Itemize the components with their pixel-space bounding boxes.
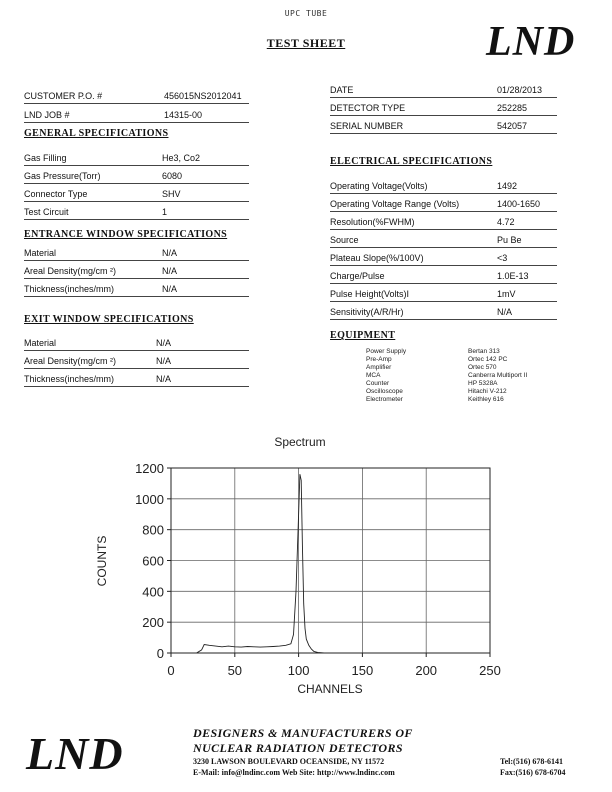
spec-row bbox=[330, 176, 557, 194]
spec-label: Charge/Pulse bbox=[330, 271, 385, 281]
chart-ticks bbox=[135, 461, 501, 678]
spec-row bbox=[24, 243, 249, 261]
spec-label: Material bbox=[24, 248, 57, 258]
footer-fax: Fax:(516) 678-6704 bbox=[500, 768, 566, 777]
y-tick-label: 1200 bbox=[135, 461, 164, 476]
spec-value: N/A bbox=[156, 338, 172, 348]
spec-row bbox=[330, 194, 557, 212]
spec-value: 1.0E-13 bbox=[497, 271, 529, 281]
equipment-model: Bertan 313 bbox=[468, 348, 500, 355]
equipment-model: Canberra Multiport II bbox=[468, 372, 528, 379]
equipment-model: Ortec 570 bbox=[468, 364, 497, 371]
x-tick-label: 250 bbox=[479, 663, 501, 678]
logo-top: LND bbox=[486, 19, 576, 65]
equipment-model: Hitachi V-212 bbox=[468, 388, 507, 395]
top-label: UPC TUBE bbox=[284, 9, 328, 18]
customer-po-row bbox=[24, 86, 249, 104]
equipment-heading: EQUIPMENT bbox=[330, 330, 396, 341]
general-spec-heading: GENERAL SPECIFICATIONS bbox=[24, 128, 169, 139]
spec-label: Thickness(inches/mm) bbox=[24, 374, 115, 384]
serial-number-value: 542057 bbox=[497, 121, 528, 131]
y-tick-label: 200 bbox=[142, 615, 164, 631]
spec-label: Test Circuit bbox=[24, 207, 69, 217]
footer-address: 3230 LAWSON BOULEVARD OCEANSIDE, NY 11572 bbox=[193, 757, 385, 766]
series-line-counts bbox=[171, 474, 490, 653]
spec-value: 4.72 bbox=[497, 217, 515, 227]
spec-value: SHV bbox=[162, 189, 181, 199]
spec-row bbox=[24, 369, 249, 387]
y-tick-label: 800 bbox=[142, 522, 164, 538]
spec-value: N/A bbox=[162, 284, 178, 294]
x-tick-label: 50 bbox=[227, 663, 243, 678]
spec-value: 1 bbox=[162, 207, 168, 217]
spec-label: Plateau Slope(%/100V) bbox=[330, 253, 424, 263]
detector-type-row bbox=[330, 98, 557, 116]
footer-line1: DESIGNERS & MANUFACTURERS OF bbox=[193, 726, 413, 740]
spec-label: Resolution(%FWHM) bbox=[330, 217, 415, 227]
spec-value: <3 bbox=[497, 253, 508, 263]
equipment-model: Ortec 142 PC bbox=[468, 356, 508, 363]
chart-grid bbox=[171, 468, 490, 653]
spec-row bbox=[24, 333, 249, 351]
spec-row bbox=[24, 279, 249, 297]
equipment-models bbox=[468, 348, 527, 404]
page-title: TEST SHEET bbox=[266, 36, 346, 50]
customer-po-label: CUSTOMER P.O. # bbox=[24, 91, 103, 101]
x-tick-label: 0 bbox=[167, 663, 175, 678]
spec-row bbox=[330, 284, 557, 302]
chart-series bbox=[171, 474, 490, 653]
spec-row bbox=[24, 202, 249, 220]
spec-label: Thickness(inches/mm) bbox=[24, 284, 115, 294]
y-tick-label: 400 bbox=[142, 584, 164, 600]
spec-value: N/A bbox=[162, 266, 178, 276]
entrance-window-heading: ENTRANCE WINDOW SPECIFICATIONS bbox=[24, 229, 228, 240]
spec-value: N/A bbox=[156, 374, 172, 384]
equipment-name: Pre-Amp bbox=[366, 356, 392, 363]
lnd-job-value: 14315-00 bbox=[164, 110, 203, 120]
spec-row bbox=[24, 184, 249, 202]
spec-row bbox=[330, 230, 557, 248]
customer-po-value: 456015NS2012041 bbox=[164, 91, 242, 101]
spec-row bbox=[24, 148, 249, 166]
equipment-name: Power Supply bbox=[366, 348, 407, 355]
spec-value: Pu Be bbox=[497, 235, 522, 245]
lnd-job-row bbox=[24, 105, 249, 123]
spec-row bbox=[330, 248, 557, 266]
spec-label: Gas Pressure(Torr) bbox=[24, 171, 101, 181]
spec-value: 1mV bbox=[497, 289, 516, 299]
logo-bottom: LND bbox=[26, 728, 124, 779]
date-row bbox=[330, 80, 557, 98]
date-value: 01/28/2013 bbox=[497, 85, 543, 95]
spec-value: N/A bbox=[162, 248, 178, 258]
spec-row bbox=[330, 266, 557, 284]
equipment-name: Amplifier bbox=[366, 364, 392, 371]
spec-label: Areal Density(mg/cm ²) bbox=[24, 266, 117, 276]
equipment-name: Counter bbox=[366, 380, 390, 387]
footer-email-web: E-Mail: info@lndinc.com Web Site: http://www.lndinc.com bbox=[193, 768, 395, 777]
serial-number-label: SERIAL NUMBER bbox=[330, 121, 404, 131]
date-label: DATE bbox=[330, 85, 354, 95]
x-tick-label: 100 bbox=[287, 663, 310, 678]
spec-value: N/A bbox=[156, 356, 172, 366]
equipment-name: Electrometer bbox=[366, 396, 403, 403]
equipment-names bbox=[366, 348, 406, 404]
spec-value: 1400-1650 bbox=[497, 199, 541, 209]
serial-number-row bbox=[330, 116, 557, 134]
x-axis-label: CHANNELS bbox=[297, 682, 363, 696]
equipment-name: MCA bbox=[366, 372, 381, 379]
spec-label: Sensitivity(A/R/Hr) bbox=[330, 307, 404, 317]
spec-label: Operating Voltage(Volts) bbox=[330, 181, 428, 191]
y-tick-label: 1000 bbox=[135, 491, 164, 507]
electrical-spec-heading: ELECTRICAL SPECIFICATIONS bbox=[330, 156, 493, 167]
spec-row bbox=[330, 212, 557, 230]
lnd-job-label: LND JOB # bbox=[24, 110, 70, 120]
spec-value: He3, Co2 bbox=[162, 153, 201, 163]
spec-value: 6080 bbox=[162, 171, 183, 181]
detector-type-label: DETECTOR TYPE bbox=[330, 103, 406, 113]
x-tick-label: 200 bbox=[415, 663, 438, 678]
spec-label: Source bbox=[330, 235, 359, 245]
spec-label: Areal Density(mg/cm ²) bbox=[24, 356, 117, 366]
spec-value: 1492 bbox=[497, 181, 518, 191]
spec-label: Connector Type bbox=[24, 189, 88, 199]
spec-label: Material bbox=[24, 338, 57, 348]
x-tick-label: 150 bbox=[351, 663, 374, 678]
chart-title: Spectrum bbox=[274, 435, 326, 449]
y-tick-label: 0 bbox=[156, 646, 164, 661]
spec-row bbox=[24, 166, 249, 184]
spec-label: Gas Filling bbox=[24, 153, 67, 163]
footer-tel: Tel:(516) 678-6141 bbox=[500, 757, 564, 766]
exit-window-heading: EXIT WINDOW SPECIFICATIONS bbox=[24, 314, 194, 325]
spec-value: N/A bbox=[497, 307, 513, 317]
y-axis-label: COUNTS bbox=[95, 535, 109, 587]
spec-row bbox=[24, 351, 249, 369]
spec-row bbox=[330, 302, 557, 320]
y-tick-label: 600 bbox=[142, 553, 164, 569]
spec-label: Pulse Height(Volts)I bbox=[330, 289, 410, 299]
equipment-model: Keithley 616 bbox=[468, 396, 504, 403]
spectrum-chart bbox=[0, 425, 612, 705]
spec-label: Operating Voltage Range (Volts) bbox=[330, 199, 460, 209]
equipment-model: HP 5328A bbox=[468, 380, 498, 387]
detector-type-value: 252285 bbox=[497, 103, 528, 113]
spec-row bbox=[24, 261, 249, 279]
footer-line2: NUCLEAR RADIATION DETECTORS bbox=[193, 741, 403, 755]
equipment-name: Oscilloscope bbox=[366, 388, 403, 395]
